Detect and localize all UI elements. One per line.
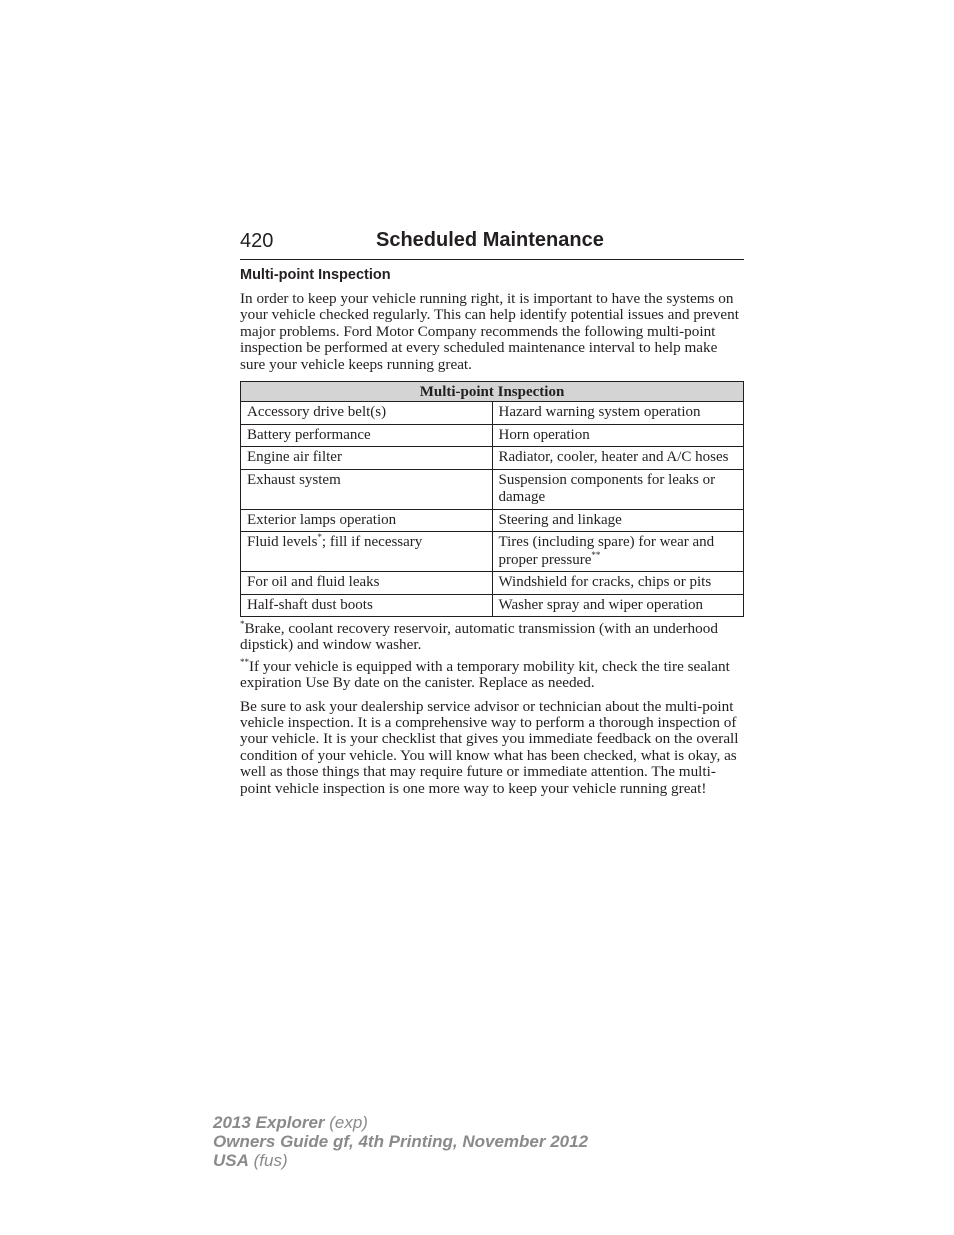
table-row (241, 532, 744, 572)
footnote-mark: ** (240, 656, 249, 667)
table-cell: Exhaust system (241, 469, 493, 509)
table-cell: Horn operation (492, 424, 744, 447)
table-cell: Exterior lamps operation (241, 509, 493, 532)
footnote-mark: ** (591, 549, 601, 560)
footer-market: USA (213, 1151, 249, 1170)
section-heading: Multi-point Inspection (240, 267, 391, 283)
inspection-table (240, 381, 744, 617)
table-cell: Windshield for cracks, chips or pits (492, 572, 744, 595)
table-cell: Hazard warning system operation (492, 402, 744, 425)
page-number: 420 (240, 230, 274, 252)
table-cell (492, 532, 744, 572)
table-row (241, 572, 744, 595)
table-row (241, 509, 744, 532)
table-row (241, 424, 744, 447)
table-cell: Accessory drive belt(s) (241, 402, 493, 425)
footnote (240, 621, 744, 654)
table-cell: Engine air filter (241, 447, 493, 470)
page-content (240, 267, 744, 797)
footer-model: 2013 Explorer (213, 1113, 325, 1132)
table-row (241, 594, 744, 617)
cell-text: Fluid levels (247, 534, 318, 551)
footer-line (213, 1151, 588, 1170)
table-row (241, 469, 744, 509)
table-cell: Suspension components for leaks or damage (492, 469, 744, 509)
cell-text-suffix: ; fill if necessary (321, 534, 423, 551)
footer-line (213, 1132, 588, 1151)
footer-code: (fus) (248, 1151, 288, 1170)
footer-line (213, 1113, 588, 1132)
cell-text: Tires (including spare) for wear and proper pressure (498, 534, 715, 568)
footer-code: (exp) (324, 1113, 368, 1132)
table-header-row (241, 382, 744, 402)
intro-paragraph: In order to keep your vehicle running right, it is important to have the systems on your vehicle checked regularly. This can help identify potential issues and prevent major problems. Ford Motor Company recommends the following multi-point inspection be performed at every scheduled maintenance interval to help make sure your vehicle keeps running great. (240, 290, 739, 373)
table-cell: Half-shaft dust boots (241, 594, 493, 617)
table-cell (241, 532, 493, 572)
footnote-text: If your vehicle is equipped with a temporary mobility kit, check the tire sealant expiration Use By date on the canister. Replace as needed. (240, 657, 730, 692)
table-cell: Radiator, cooler, heater and A/C hoses (492, 447, 744, 470)
footer-printing: Owners Guide gf, 4th Printing, November 2012 (213, 1132, 589, 1151)
table-header: Multi-point Inspection (241, 382, 744, 402)
table-cell: Battery performance (241, 424, 493, 447)
closing-paragraph: Be sure to ask your dealership service advisor or technician about the multi-point vehicle inspection. It is a comprehensive way to perform a thorough inspection of your vehicle. It is your checklist that gives you immediate feedback on the overall condition of your vehicle. You will know what has been checked, what is okay, as well as those things that may require future or immediate attention. The multi-point vehicle inspection is one more way to keep your vehicle running great! (240, 697, 739, 797)
table-row (241, 447, 744, 470)
page-footer (213, 1113, 588, 1170)
table-cell: Steering and linkage (492, 509, 744, 532)
table-row (241, 402, 744, 425)
table-cell: For oil and fluid leaks (241, 572, 493, 595)
page-header (240, 228, 744, 260)
table-cell: Washer spray and wiper operation (492, 594, 744, 617)
footnote (240, 656, 744, 692)
footnote-mark: * (317, 532, 322, 543)
footnote-text: Brake, coolant recovery reservoir, automatic transmission (with an underhood dipstick) and window washer. (240, 620, 718, 654)
page-title: Scheduled Maintenance (376, 229, 604, 251)
footnote-mark: * (240, 619, 245, 630)
